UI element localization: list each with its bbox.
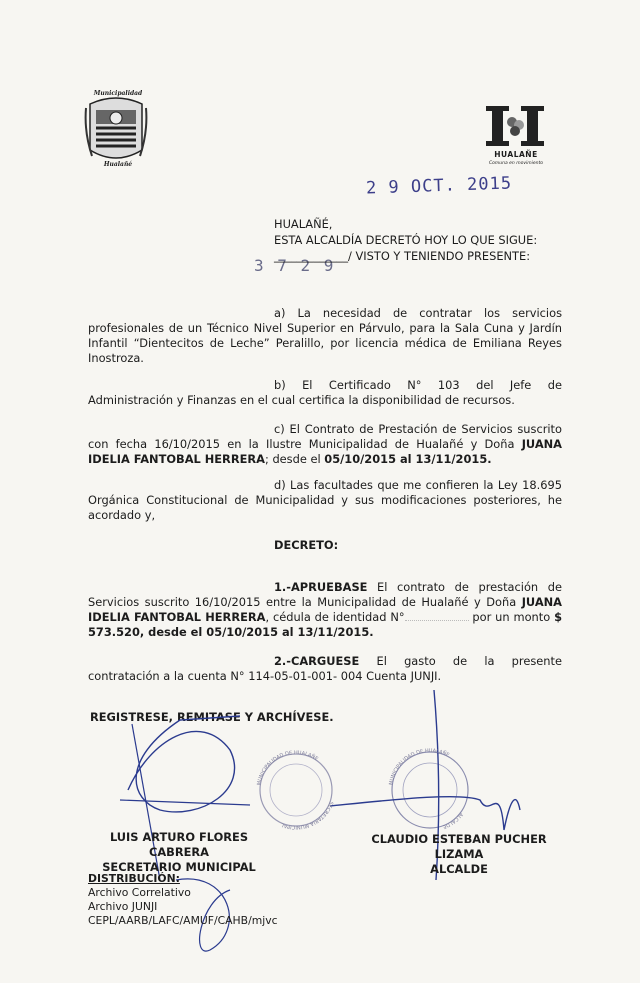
mayor-signature-block xyxy=(356,832,562,877)
brand-name: HUALAÑE xyxy=(494,150,538,159)
distribution-line: Archivo JUNJI xyxy=(88,900,158,913)
consideration-c-rest: con fecha 16/10/2015 en la Ilustre Municipalidad de Hualañé y Doña JUANA IDELIA FANTOBAL HERRERA; desde el 05/10/2015 al 13/11/2015. xyxy=(88,437,562,466)
place-line: HUALAÑÉ, xyxy=(274,217,333,231)
article-2-label: 2.-CARGUESE xyxy=(274,654,360,668)
contract-period: 05/10/2015 al 13/11/2015. xyxy=(324,452,492,466)
article-1-body: Servicios suscrito 16/10/2015 entre la Municipalidad de Hualañé y Doña JUANA IDELIA FANTOBAL HERRERA, cédula de identidad N° por un monto $ 573.520, desde el 05/10/2015 al 13/11/2015. xyxy=(88,595,562,639)
secretary-name: LUIS ARTURO FLORES CABRERA xyxy=(109,830,249,859)
seal-caption-top: Municipalidad xyxy=(93,90,143,97)
consideration-d-rest: Orgánica Constitucional de Municipalidad y sus modificaciones posteriores, he acordado y, xyxy=(88,493,562,522)
consideration-b-rest: Administración y Finanzas en el cual certifica la disponibilidad de recursos. xyxy=(88,393,515,407)
secretary-title: SECRETARIO MUNICIPAL xyxy=(102,860,256,874)
consideration-a-rest: profesionales de un Técnico Nivel Superior en Párvulo, para la Sala Cuna y Jardín Infantil “Dientecitos de Leche” Peralillo, por licencia médica de Emiliana Reyes Inostroza. xyxy=(88,321,562,365)
secretary-signature-block xyxy=(84,830,274,875)
secretary-seal-bottom: SECRETARIA MUNICIPAL xyxy=(280,800,335,831)
mayor-seal-bottom: ALCALDE xyxy=(441,811,464,830)
distribution-block xyxy=(88,872,278,928)
article-1-label: 1.-APRUEBASE xyxy=(274,580,368,594)
seal-caption-bottom: Hualañé xyxy=(103,161,133,168)
consideration-c-first: c) El Contrato de Prestación de Servicios suscrito xyxy=(274,422,562,436)
distribution-line: CEPL/AARB/LAFC/AMUF/CAHB/mjvc xyxy=(88,914,278,927)
mayor-seal-top: MUNICIPALIDAD DE HUALAÑE xyxy=(388,747,451,786)
decree-number-stamp: 3 7 2 9 xyxy=(254,256,336,275)
intro-line-2: _____________/ VISTO Y TENIENDO PRESENTE: xyxy=(274,249,531,263)
article-1-first: 1.-APRUEBASE El contrato de prestación de xyxy=(274,580,562,594)
mayor-title: ALCALDE xyxy=(430,862,488,876)
svg-text:MUNICIPALIDAD DE HUALAÑE xyxy=(388,748,450,786)
contractor-name: JUANA IDELIA FANTOBAL HERRERA xyxy=(88,437,562,466)
article-2-body: contratación a la cuenta N° 114-05-01-001- 004 Cuenta JUNJI. xyxy=(88,669,442,683)
consideration-d-first: d) Las facultades que me confieren la Ley 18.695 xyxy=(274,478,562,492)
consideration-b-first: b) El Certificado N° 103 del Jefe de xyxy=(274,378,562,392)
intro-line-1: ESTA ALCALDÍA DECRETÓ HOY LO QUE SIGUE: xyxy=(274,233,538,247)
svg-text:ALCALDE xyxy=(442,811,464,830)
distribution-heading: DISTRIBUCIÓN: xyxy=(88,872,180,885)
distribution-line: Archivo Correlativo xyxy=(88,886,191,899)
closing-line: REGISTRESE, REMITASE Y ARCHÍVESE. xyxy=(90,710,334,724)
mayor-name: CLAUDIO ESTEBAN PUCHER LIZAMA xyxy=(371,832,547,861)
consideration-a-first: a) La necesidad de contratar los servicios xyxy=(274,306,562,320)
decree-heading: DECRETO: xyxy=(274,538,339,552)
date-stamp: 2 9 OCT. 2015 xyxy=(365,173,513,199)
brand-tagline: Comuna en movimiento xyxy=(488,161,544,166)
article-2-first: 2.-CARGUESE El gasto de la presente xyxy=(274,654,562,668)
secretary-seal-top: MUNICIPALIDAD DE HUALAÑE xyxy=(256,749,319,786)
